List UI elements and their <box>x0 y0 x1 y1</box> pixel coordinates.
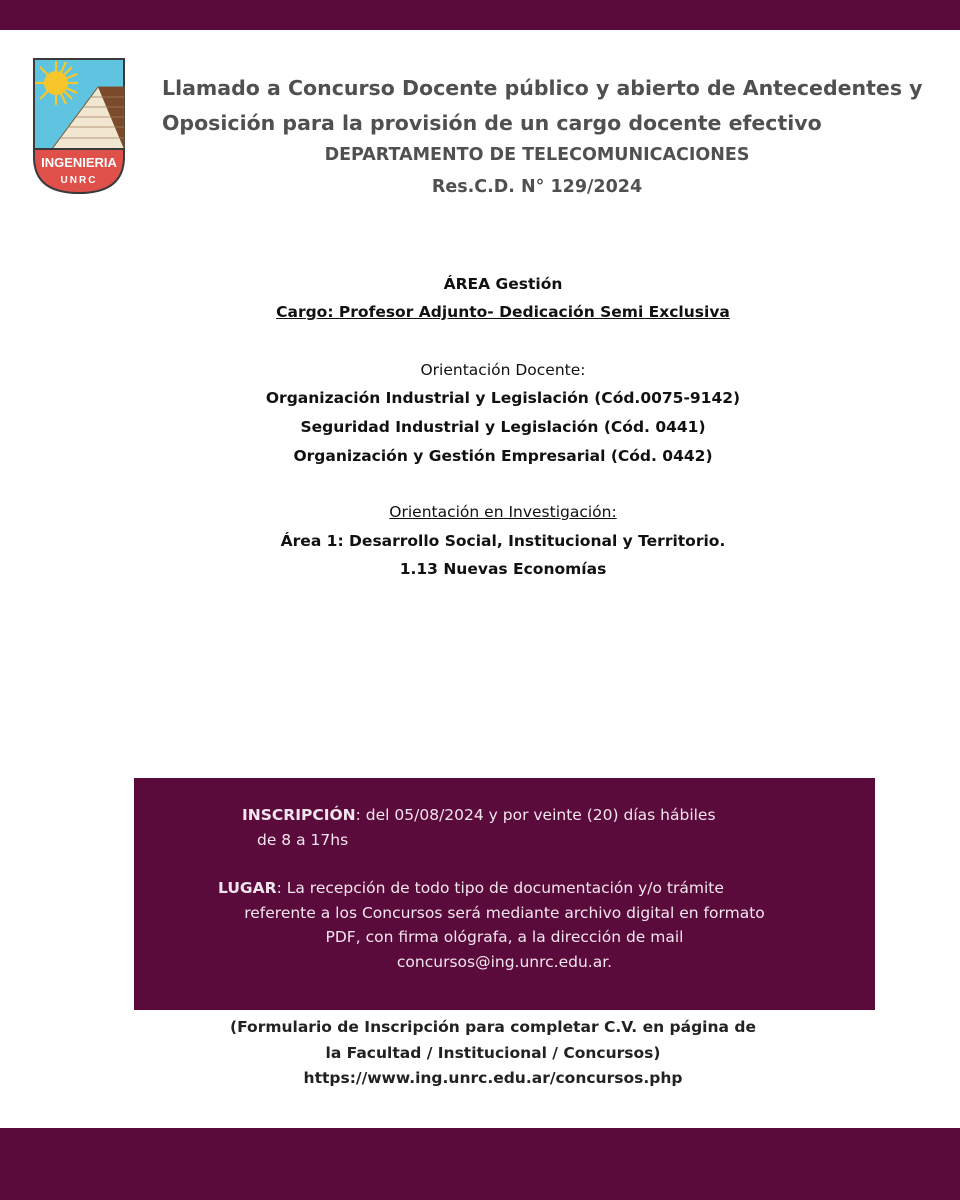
orientacion-docente-label: Orientación Docente: <box>420 361 586 379</box>
footer-line-2: la Facultad / Institucional / Concursos) <box>325 1044 661 1062</box>
lugar-label: LUGAR <box>218 879 277 897</box>
subject-item: Organización Industrial y Legislación (Cód.0075-9142) <box>265 389 741 407</box>
lugar-line-3: PDF, con firma ológrafa, a la dirección de mail <box>325 928 684 946</box>
inscripcion-label: INSCRIPCIÓN <box>242 806 356 824</box>
title-line-1: Llamado a Concurso Docente público y abierto de Antecedentes y <box>162 76 923 100</box>
contact-email[interactable]: concursos@ing.unrc.edu.ar. <box>396 953 613 971</box>
resolution-number: Res.C.D. N° 129/2024 <box>431 177 643 197</box>
lugar-line-1 <box>218 879 724 897</box>
research-line: 1.13 Nuevas Economías <box>399 560 607 578</box>
registration-info-box <box>134 778 875 1010</box>
inscripcion-line-2: de 8 a 17hs <box>257 831 349 849</box>
footer-line-1: (Formulario de Inscripción para completar C.V. en página de <box>230 1018 756 1036</box>
lugar-text: : La recepción de todo tipo de documentación y/o trámite <box>276 879 724 897</box>
orientacion-investigacion-label: Orientación en Investigación: <box>389 503 617 521</box>
subject-item: Seguridad Industrial y Legislación (Cód. 0441) <box>300 418 706 436</box>
inscripcion-text: : del 05/08/2024 y por veinte (20) días hábiles <box>355 806 716 824</box>
lugar-line-2: referente a los Concursos será mediante archivo digital en formato <box>244 904 765 922</box>
research-area: Área 1: Desarrollo Social, Institucional y Territorio. <box>280 532 726 550</box>
sun-icon <box>35 61 78 105</box>
area-heading: ÁREA Gestión <box>443 275 563 293</box>
bottom-band <box>0 1128 960 1200</box>
logo-sub-text: UNRC <box>60 175 98 186</box>
ingenieria-unrc-logo <box>32 57 126 195</box>
cargo-line: Cargo: Profesor Adjunto- Dedicación Semi Exclusiva <box>276 303 730 321</box>
top-band <box>0 0 960 30</box>
subject-item: Organización y Gestión Empresarial (Cód. 0442) <box>293 447 713 465</box>
logo-banner-text: INGENIERIA <box>41 155 117 170</box>
concursos-link[interactable]: https://www.ing.unrc.edu.ar/concursos.php <box>303 1069 683 1087</box>
department-heading: DEPARTAMENTO DE TELECOMUNICACIONES <box>324 145 750 165</box>
title-line-2: Oposición para la provisión de un cargo docente efectivo <box>162 111 822 135</box>
inscripcion-line-1 <box>242 806 716 824</box>
